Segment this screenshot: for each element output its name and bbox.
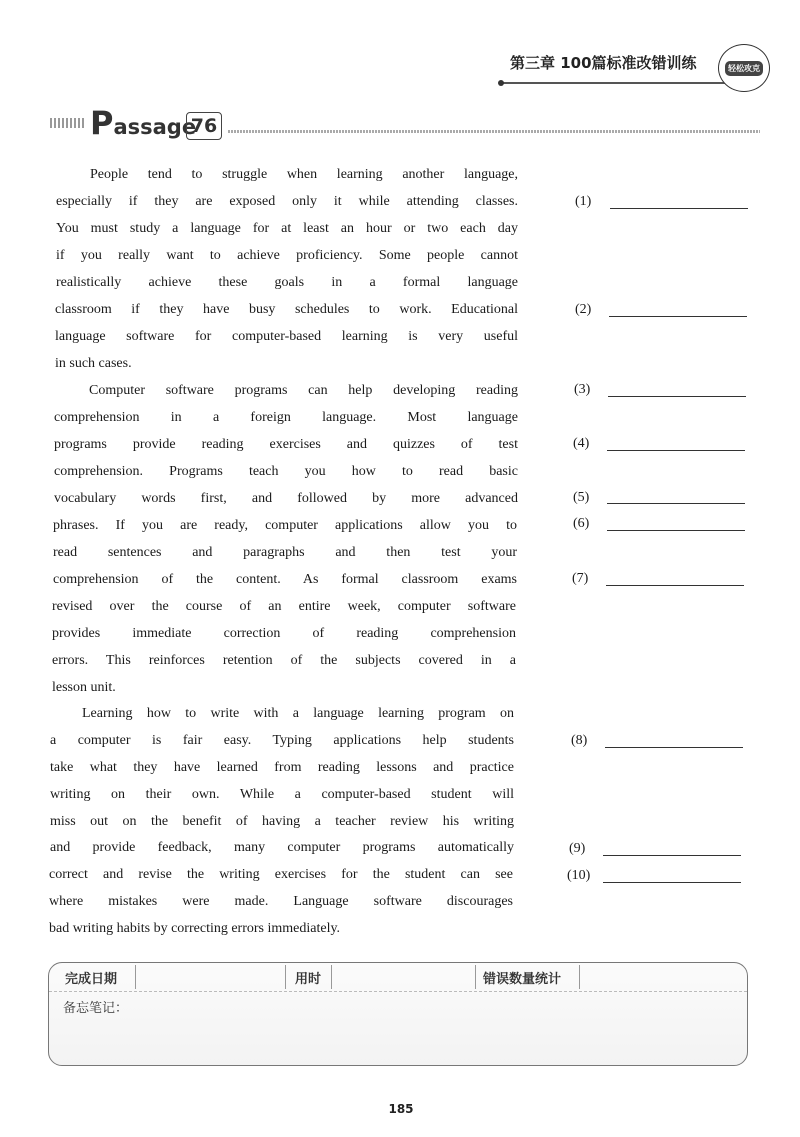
blank-label: (8) [571,733,588,748]
page-number: 185 [388,1102,414,1116]
text-line: realistically achieve these goals in a formal language [56,275,518,290]
text-line: provides immediate correction of reading comprehension [52,626,516,641]
text-line: writing on their own. While a computer-based student will [50,787,514,802]
text-line: People tend to struggle when learning another language, [90,167,518,182]
series-logo [718,44,770,92]
blank-label: (10) [567,868,591,883]
text-line: language software for computer-based learning is very useful [55,329,518,344]
text-line: comprehension of the content. As formal classroom exams [53,572,517,587]
blank-label: (7) [572,571,589,586]
blank-label: (4) [573,436,590,451]
answer-blank[interactable] [609,316,747,317]
text-line: comprehension in a foreign language. Most language [54,410,518,425]
answer-blank[interactable] [605,747,743,748]
header-dot [498,80,504,86]
passage-heading [50,104,760,144]
text-line: errors. This reinforces retention of the subjects covered in a [52,653,516,668]
answer-blank[interactable] [607,530,745,531]
text-line: read sentences and paragraphs and then test your [53,545,517,560]
text-line: Learning how to write with a language learning program on [82,706,514,721]
passage-title-rest: assage [113,115,197,139]
chapter-header [500,46,730,82]
time-used-label: 用时 [295,972,322,987]
completion-date-label: 完成日期 [65,972,118,987]
text-line: Computer software programs can help developing reading [89,383,518,398]
passage-number: 76 [186,112,222,140]
separator [285,965,286,989]
answer-blank[interactable] [610,208,748,209]
answer-blank[interactable] [603,882,741,883]
text-line: You must study a language for at least an hour or two each day [56,221,518,236]
text-line: where mistakes were made. Language software discourages [49,894,513,909]
separator [475,965,476,989]
blank-label: (1) [575,194,592,209]
text-line: phrases. If you are ready, computer applications allow you to [53,518,517,533]
text-line: in such cases. [55,356,132,371]
memo-label: 备忘笔记： [63,1001,129,1016]
answer-blank[interactable] [607,503,745,504]
answer-blank[interactable] [607,450,745,451]
answer-blank[interactable] [608,396,746,397]
error-count-label: 错误数量统计 [483,972,562,987]
text-line: if you really want to achieve proficiency. Some people cannot [56,248,518,263]
separator [135,965,136,989]
logo-text: 轻松攻克 [725,61,763,76]
text-line: revised over the course of an entire week, computer software [52,599,516,614]
text-line: vocabulary words first, and followed by more advanced [54,491,518,506]
heading-decoration [50,118,86,128]
text-line: especially if they are exposed only it while attending classes. [56,194,518,209]
blank-label: (2) [575,302,592,317]
text-line: programs provide reading exercises and quizzes of test [54,437,518,452]
blank-label: (5) [573,490,590,505]
passage-title [90,104,196,142]
blank-label: (9) [569,841,586,856]
text-line: lesson unit. [52,680,116,695]
text-line: comprehension. Programs teach you how to read basic [54,464,518,479]
text-line: miss out on the benefit of having a teacher review his writing [50,814,514,829]
passage-title-initial: P [90,104,114,142]
text-line: bad writing habits by correcting errors immediately. [49,921,341,936]
separator [579,965,580,989]
answer-blank[interactable] [603,855,741,856]
text-line: a computer is fair easy. Typing applications help students [50,733,514,748]
answer-blank[interactable] [606,585,744,586]
blank-label: (3) [574,382,591,397]
header-rule [500,82,730,84]
study-record-header [49,963,747,992]
text-line: correct and revise the writing exercises for the student can see [49,867,513,882]
blank-label: (6) [573,516,590,531]
text-line: classroom if they have busy schedules to work. Educational [55,302,518,317]
chapter-title: 第三章 100篇标准改错训练 [510,54,697,72]
text-line: take what they have learned from reading lessons and practice [50,760,514,775]
study-record-box [48,962,748,1066]
text-line: and provide feedback, many computer programs automatically [50,840,514,855]
heading-rule [228,130,760,133]
separator [331,965,332,989]
